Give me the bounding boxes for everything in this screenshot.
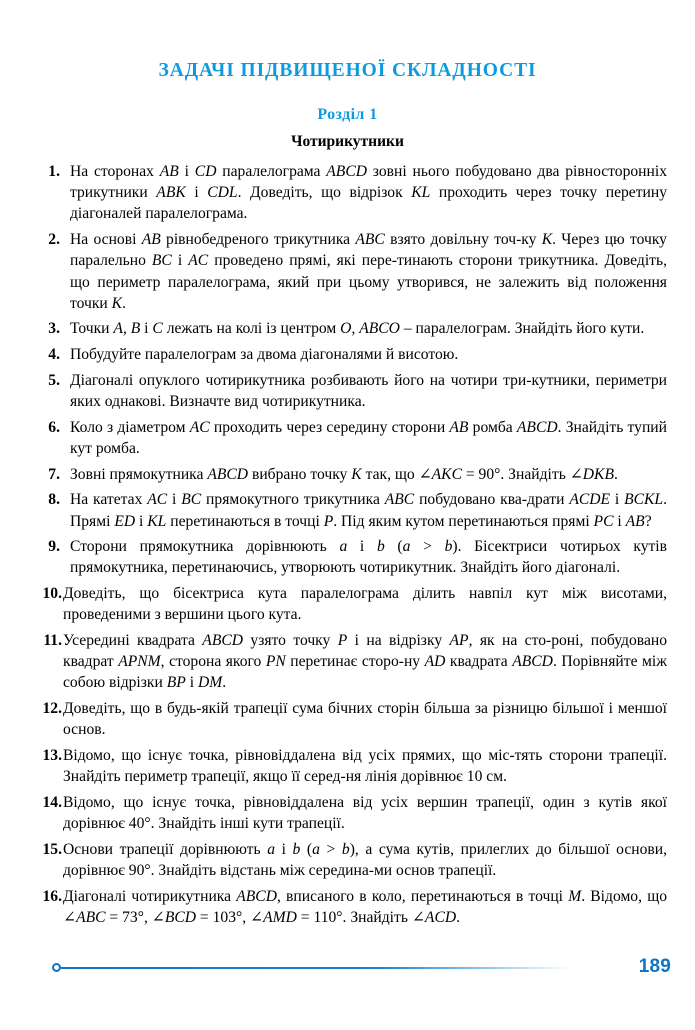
problem-item (30, 886, 667, 928)
problem-number: 2. (48, 231, 60, 249)
problem-text: Діагоналі чотирикутника ABCD, вписаного в коло, перетинаються в точці M. Відомо, що ∠ABC = 73°, ∠BCD = 103°, ∠AMD = 110°. Знайдіть ∠ACD. (63, 887, 667, 926)
page-title: ЗАДАЧІ ПІДВИЩЕНОЇ СКЛАДНОСТІ (158, 60, 537, 81)
problem-text: Точки A, B і C лежать на колі із центром O, ABCO – паралелограм. Знайдіть його кути. (70, 320, 645, 338)
problem-number: 13. (42, 747, 62, 765)
problem-item (30, 839, 667, 881)
problem-number: 14. (42, 793, 62, 811)
problem-number: 15. (42, 840, 62, 858)
problem-text: Доведіть, що в будь-якій трапеції сума бічних сторін більша за різницю більшої і меншої основ. (63, 700, 667, 739)
problem-text: Основи трапеції дорівнюють a і b (a > b), а сума кутів, прилеглих до більшої основи, дорівнює 90°. Знайдіть відстань між середина-ми основ трапеції. (63, 840, 668, 880)
problem-text: На катетах AC і BC прямокутного трикутника ABC побудовано ква-драти ACDE і BCKL. Прямі ED і KL перетинаються в точці P. Під яким кутом перетинаються прямі PC і AB? (70, 491, 668, 530)
problem-text: Коло з діаметром AC проходить через середину сторони AB ромба ABCD. Знайдіть тупий кут ромба. (70, 418, 667, 457)
problem-item (30, 318, 667, 339)
problem-item (30, 745, 667, 787)
problem-text: Усередині квадрата ABCD узято точку P і на відрізку AP, як на сто-роні, побудовано квадрат APNM, сторона якого PN перетинає сторо-ну AD квадрата ABCD. Порівняйте між собою відрізки BP і DM. (63, 632, 668, 692)
problem-item (30, 792, 667, 834)
problem-text: Зовні прямокутника ABCD вибрано точку K так, що ∠AKC = 90°. Знайдіть ∠DKB. (70, 465, 618, 483)
problem-text: Сторони прямокутника дорівнюють a і b (a > b). Бісектриси чотирьох кутів прямокутника, перетинаючись, утворюють чотирикутник. Знайдіть його діагоналі. (70, 538, 668, 577)
problem-item (30, 229, 667, 314)
problem-text: Відомо, що існує точка, рівновіддалена від усіх вершин трапеції, один з кутів якої дорівнює 40°. Знайдіть інші кути трапеції. (63, 793, 667, 833)
problem-number: 7. (48, 465, 60, 483)
problem-text: На сторонах AB і CD паралелограма ABCD зовні нього побудовано два рівносторонніх трикутники ABK і CDL. Доведіть, що відрізок KL проходить через точку перетину діагоналей паралелограма. (70, 163, 668, 223)
problem-number: 4. (48, 346, 60, 364)
problem-item (30, 161, 667, 225)
problem-number: 6. (48, 418, 60, 436)
footer-divider (61, 967, 571, 970)
problem-item (30, 370, 667, 412)
problem-number: 3. (48, 320, 60, 338)
problem-number: 5. (48, 371, 60, 389)
problem-number: 16. (42, 887, 62, 905)
problem-number: 1. (48, 163, 60, 180)
problem-text: На основі AB рівнобедреного трикутника ABC взято довільну точ-ку K. Через цю точку паралельно BC і AC проведено прямі, які пере-тинають сторони трикутника. Доведіть, що периметр паралелограма, який при цьому утворився, не залежить від положення точки K. (70, 231, 667, 312)
problem-item (30, 464, 667, 485)
problem-text: Відомо, що існує точка, рівновіддалена від усіх прямих, що міс-тять сторони трапеції. Знайдіть периметр трапеції, якщо її серед-ня лінія дорівнює 10 см. (63, 747, 667, 786)
section-heading: Розділ 1 (317, 106, 378, 123)
problem-number: 9. (48, 538, 60, 556)
problem-item (30, 489, 667, 531)
problem-item (30, 344, 667, 365)
problem-text: Побудуйте паралелограм за двома діагоналями й висотою. (70, 346, 459, 364)
problem-text: Діагоналі опуклого чотирикутника розбивають його на чотири три-кутники, периметри яких однакові. Визначте вид чотирикутника. (70, 371, 667, 411)
problem-item (30, 417, 667, 459)
problem-list (30, 161, 667, 933)
problem-item (30, 630, 667, 694)
subsection-heading: Чотирикутники (291, 133, 404, 150)
problem-item (30, 698, 667, 740)
page-number: 189 (638, 956, 671, 977)
problem-item (30, 536, 667, 578)
problem-number: 10. (42, 585, 62, 603)
problem-item (30, 583, 667, 625)
problem-number: 12. (42, 700, 62, 718)
footer-circle-icon (52, 963, 61, 972)
problem-text: Доведіть, що бісектриса кута паралелограма ділить навпіл кут між висотами, проведеними з вершини цього кута. (63, 585, 667, 624)
page-footer (0, 958, 695, 988)
problem-number: 11. (43, 632, 62, 650)
problem-number: 8. (48, 491, 60, 509)
